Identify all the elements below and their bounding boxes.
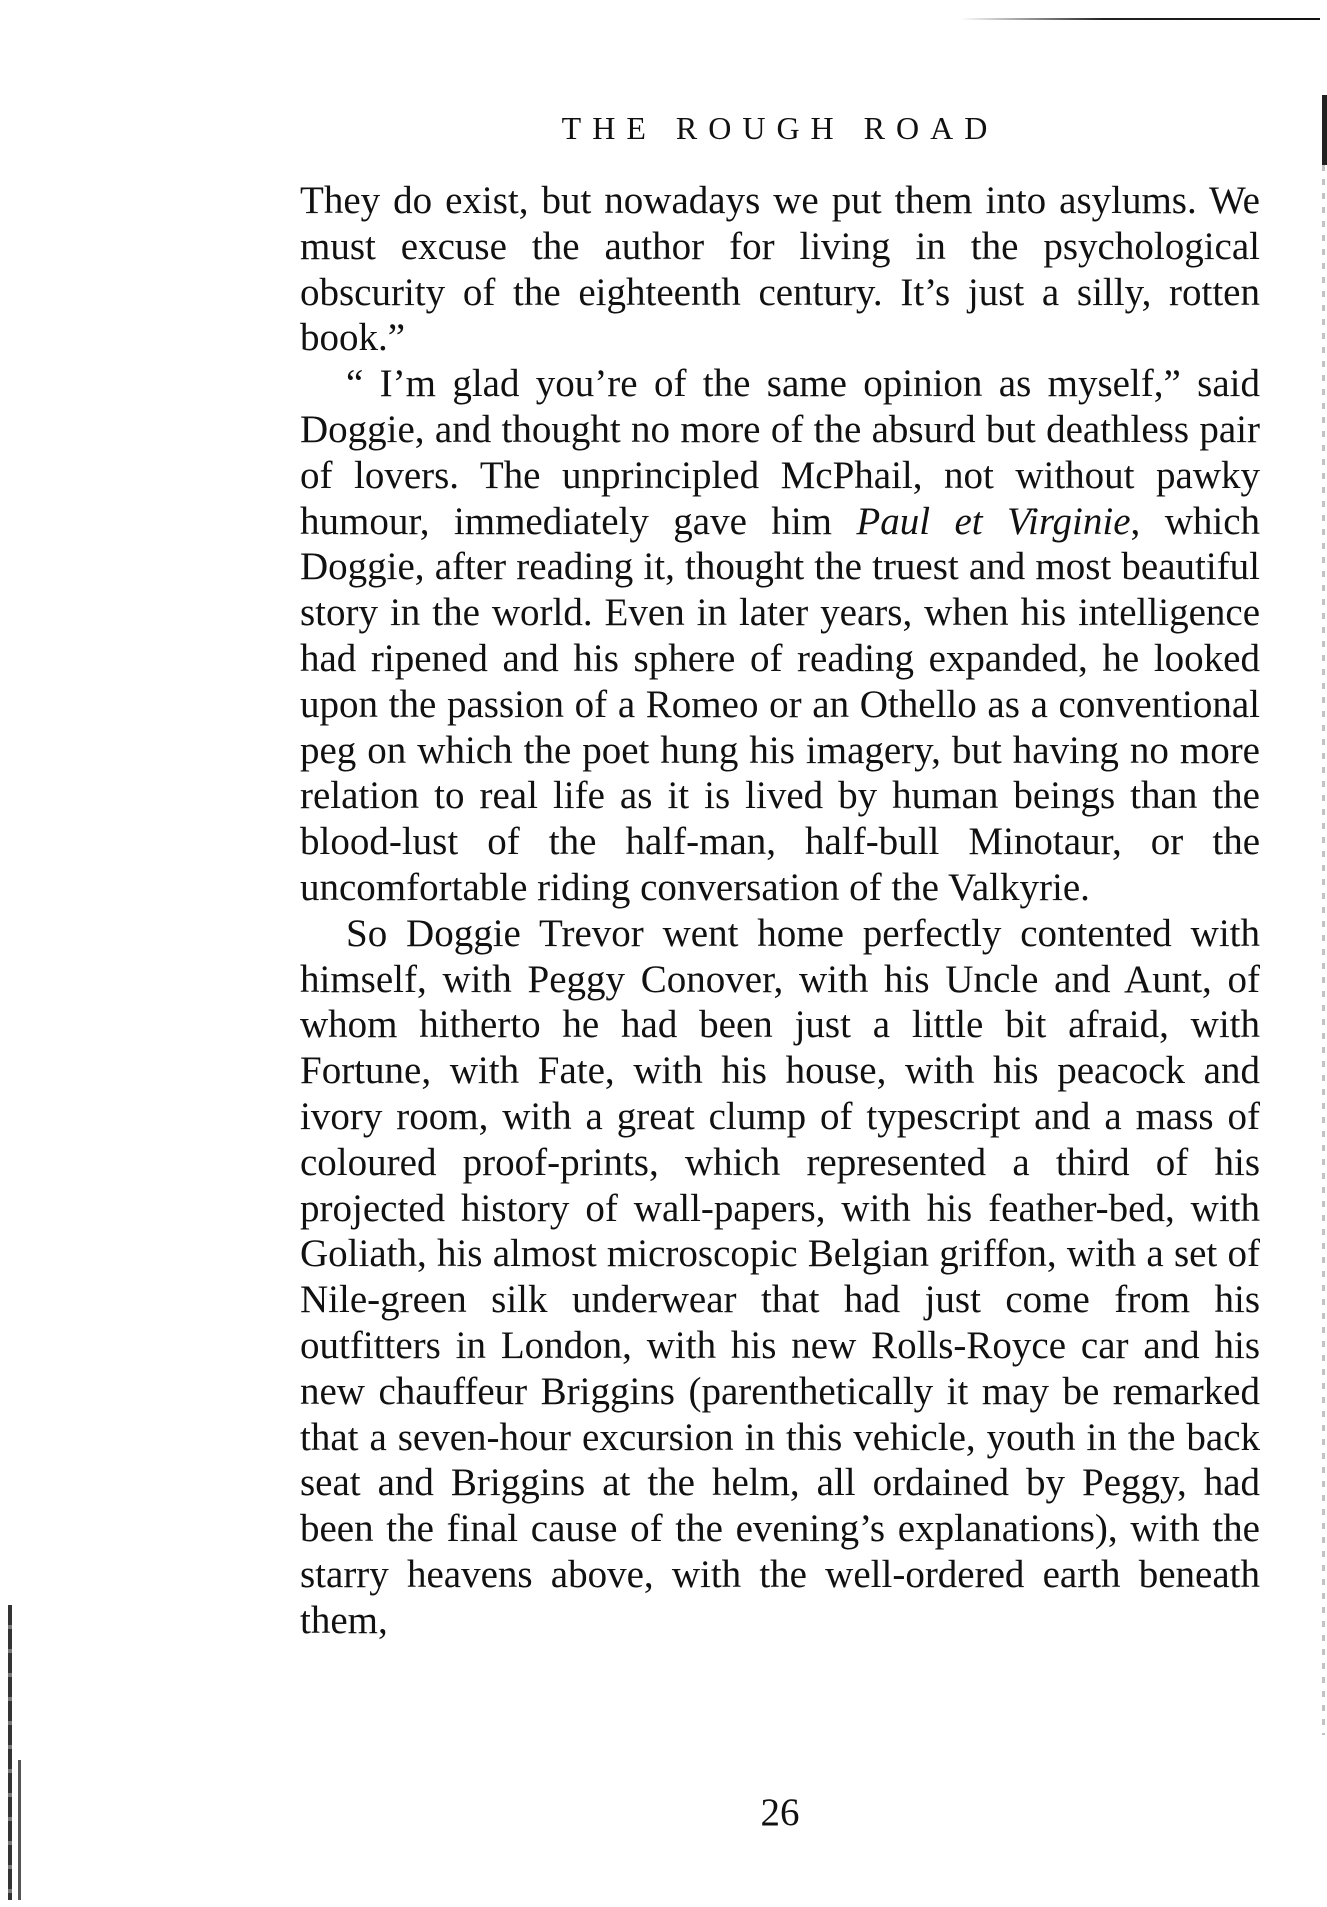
paragraph-dialogue-text: “ I’m glad you’re of the same opinion as myself,” said Doggie, and thought no more of the absurd but deathless pair of lovers. The unprincipled McPhail, not without pawky humour, immediately gave him — [300, 362, 1260, 543]
paragraph-dialogue — [300, 361, 1260, 911]
scan-right-edge — [1322, 95, 1325, 1735]
body-text — [300, 178, 1260, 1644]
scan-edge-line — [960, 18, 1320, 20]
book-title-italic: Paul et Virginie — [856, 499, 1131, 543]
scan-right-edge-mark — [1322, 95, 1327, 165]
paragraph-dialogue-continued: , which Doggie, after reading it, thought the truest and most beautiful story in the world. Even in later years, when his intelligence had ripened and his sphere of reading expanded, he looked upon the passion of a Romeo or an Othello as a conventional peg on which the poet hung his imagery, but having no more relation to real life as it is lived by human beings than the blood-lust of the half-man, half-bull Minotaur, or the uncomfortable riding conversation of the Valkyrie. — [300, 499, 1261, 909]
page-number: 26 — [760, 1791, 800, 1834]
paragraph-continuation: They do exist, but nowadays we put them into asylums. We must excuse the author for living in the psychological obscurity of the eighteenth century. It’s just a silly, rotten book.” — [300, 179, 1260, 360]
scan-left-edge-secondary — [18, 1760, 21, 1900]
paragraph-doggie-trevor: So Doggie Trevor went home perfectly contented with himself, with Peggy Conover, with his Uncle and Aunt, of whom hitherto he had been just a little bit afraid, with Fortune, with Fate, with his house, with his peacock and ivory room, with a great clump of typescript and a mass of coloured proof-prints, which represented a third of his projected history of wall-papers, with his feather-bed, with Goliath, his almost microscopic Belgian griffon, with a set of Nile-green silk underwear that had just come from his outfitters in London, with his new Rolls-Royce car and his new chauffeur Briggins (parenthetically it may be remarked that a seven-hour excursion in this vehicle, youth in the back seat and Briggins at the helm, all ordained by Peggy, had been the final cause of the evening’s explanations), with the starry heavens above, with the well-ordered earth beneath them, — [300, 911, 1260, 1642]
running-head: THE ROUGH ROAD — [561, 110, 999, 146]
scan-left-edge — [8, 1605, 12, 1900]
